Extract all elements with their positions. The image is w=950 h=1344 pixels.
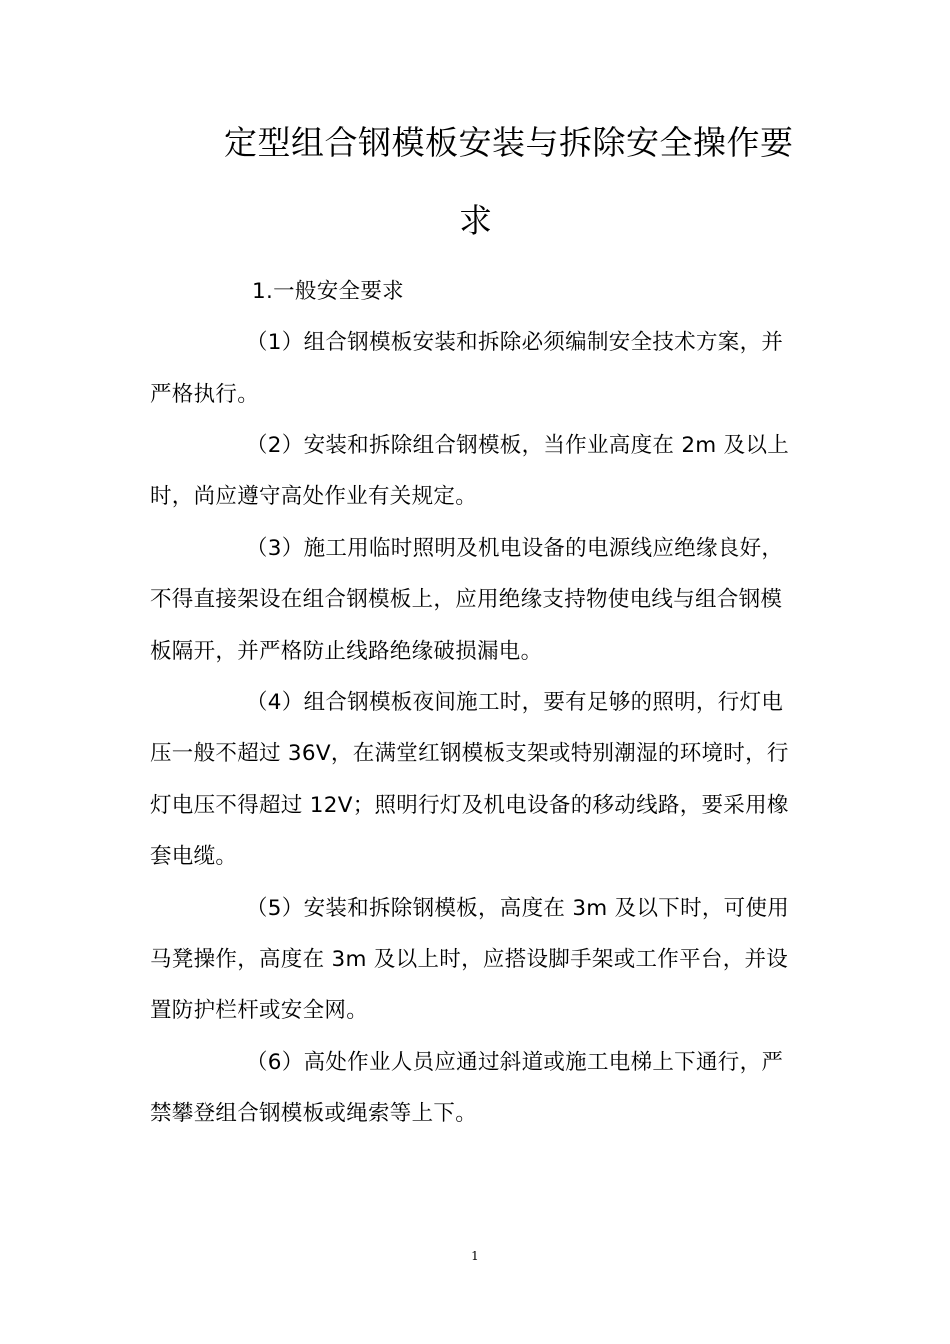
paragraph-line: 压一般不超过 36V，在满堂红钢模板支架或特别潮湿的环境时，行 bbox=[150, 741, 789, 766]
section-heading: 1.一般安全要求 bbox=[252, 279, 404, 304]
paragraph-line: 禁攀登组合钢模板或绳索等上下。 bbox=[150, 1101, 478, 1126]
paragraph-line: （5）安装和拆除钢模板，高度在 3m 及以下时，可使用 bbox=[246, 896, 790, 921]
paragraph-line: 时，尚应遵守高处作业有关规定。 bbox=[150, 484, 478, 509]
paragraph-line: 灯电压不得超过 12V；照明行灯及机电设备的移动线路，要采用橡 bbox=[150, 793, 789, 818]
paragraph-line: 置防护栏杆或安全网。 bbox=[150, 998, 369, 1023]
paragraph-line: 严格执行。 bbox=[150, 382, 260, 407]
page-number: 1 bbox=[471, 1249, 479, 1263]
paragraph-line: 马凳操作，高度在 3m 及以上时，应搭设脚手架或工作平台，并设 bbox=[150, 947, 789, 972]
paragraph-line: （6）高处作业人员应通过斜道或施工电梯上下通行，严 bbox=[246, 1050, 784, 1075]
paragraph-line: （1）组合钢模板安装和拆除必须编制安全技术方案，并 bbox=[246, 330, 784, 355]
paragraph-line: （3）施工用临时照明及机电设备的电源线应绝缘良好， bbox=[246, 536, 784, 561]
paragraph-line: 套电缆。 bbox=[150, 844, 238, 869]
paragraph-line: 不得直接架设在组合钢模板上，应用绝缘支持物使电线与组合钢模 bbox=[150, 587, 783, 612]
paragraph-line: （2）安装和拆除组合钢模板，当作业高度在 2m 及以上 bbox=[246, 433, 790, 458]
document-title-line-1: 定型组合钢模板安装与拆除安全操作要 bbox=[224, 123, 794, 162]
paragraph-line: （4）组合钢模板夜间施工时，要有足够的照明，行灯电 bbox=[246, 690, 784, 715]
document-title-line-2: 求 bbox=[459, 201, 493, 240]
paragraph-line: 板隔开，并严格防止线路绝缘破损漏电。 bbox=[150, 639, 543, 664]
